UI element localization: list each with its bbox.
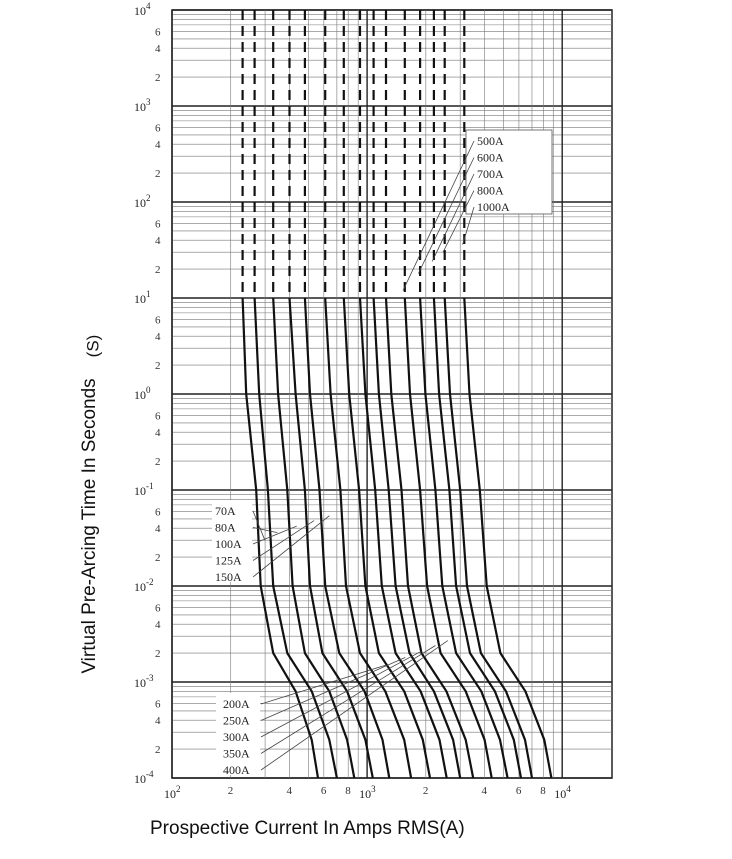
y-minor-tick-label: 4: [155, 427, 161, 440]
x-minor-tick-label: 4: [481, 785, 488, 797]
y-major-tick-label: $10^0$: [134, 385, 151, 402]
y-minor-tick-label: 4: [155, 331, 161, 344]
x-minor-tick-label: 6: [515, 785, 522, 797]
y-minor-tick-label: 6: [155, 602, 161, 615]
x-major-tick-label: $10^4$: [554, 784, 571, 801]
y-minor-tick-label: 2: [155, 744, 161, 757]
y-major-tick-label: $10^{-3}$: [134, 673, 154, 690]
curve-solid-350A: [374, 298, 461, 778]
y-minor-tick-label: 2: [155, 456, 161, 469]
y-major-tick-label: $10^2$: [134, 193, 151, 210]
x-major-tick-label: $10^3$: [359, 784, 376, 801]
y-major-tick-label: $10^{-2}$: [134, 577, 154, 594]
curve-solid-1000A: [464, 298, 551, 778]
legend-label-250A: 250A: [223, 713, 250, 728]
x-major-tick-label: $10^2$: [164, 784, 181, 801]
curve-solid-300A: [360, 298, 447, 778]
x-minor-tick-label: 4: [286, 785, 292, 797]
y-axis-unit: (S): [83, 334, 103, 358]
x-minor-tick-label: 6: [320, 785, 327, 797]
y-minor-tick-label: 6: [155, 26, 161, 39]
legend-label-800A: 800A: [477, 183, 504, 198]
y-axis-label: Virtual Pre-Arcing Time In Seconds: [79, 378, 100, 674]
legend-label-150A: 150A: [215, 570, 242, 584]
legend-label-350A: 350A: [223, 746, 250, 761]
legend-label-1000A: 1000A: [477, 200, 510, 214]
legend-label-80A: 80A: [215, 520, 236, 535]
y-major-tick-label: $10^4$: [134, 1, 151, 18]
legend-label-700A: 700A: [477, 167, 504, 181]
y-major-tick-label: $10^{-1}$: [134, 481, 154, 498]
legend-label-125A: 125A: [215, 553, 242, 568]
legend-label-600A: 600A: [477, 150, 504, 165]
chart-legends: [212, 130, 552, 777]
y-minor-tick-label: 6: [155, 506, 161, 519]
y-major-tick-label: $10^3$: [134, 97, 151, 114]
y-minor-tick-label: 4: [155, 715, 161, 728]
legend-label-70A: 70A: [215, 504, 236, 518]
y-minor-tick-label: 4: [155, 523, 161, 536]
x-minor-tick-label: 2: [422, 785, 429, 797]
legend-label-300A: 300A: [223, 730, 250, 744]
y-minor-tick-label: 2: [155, 168, 161, 181]
y-minor-tick-label: 6: [155, 314, 161, 327]
x-minor-tick-label: 2: [227, 785, 234, 797]
curve-solid-250A: [344, 298, 430, 778]
y-minor-tick-label: 4: [155, 139, 161, 152]
y-minor-tick-label: 4: [155, 235, 161, 248]
legend-leader: [261, 641, 448, 770]
x-minor-tick-label: 8: [345, 785, 351, 797]
legend-leader: [432, 174, 474, 261]
legend-label-500A: 500A: [477, 134, 504, 148]
y-minor-tick-label: 2: [155, 264, 161, 277]
y-minor-tick-label: 4: [155, 619, 161, 632]
x-minor-tick-label: 8: [540, 785, 546, 797]
y-minor-tick-label: 6: [155, 218, 161, 231]
legend-leader: [418, 158, 474, 274]
y-minor-tick-label: 6: [155, 410, 161, 423]
curve-solid-700A: [434, 298, 521, 778]
legend-label-200A: 200A: [223, 697, 250, 711]
legend-label-100A: 100A: [215, 537, 242, 551]
legend-label-400A: 400A: [223, 763, 250, 777]
y-minor-tick-label: 4: [155, 43, 161, 56]
y-major-tick-label: $10^1$: [134, 289, 151, 306]
y-major-tick-label: $10^{-4}$: [134, 769, 154, 786]
y-minor-tick-label: 6: [155, 698, 161, 711]
y-minor-tick-label: 2: [155, 360, 161, 373]
x-axis-label: Prospective Current In Amps RMS(A): [150, 818, 465, 839]
y-minor-tick-label: 2: [155, 552, 161, 565]
y-minor-tick-label: 2: [155, 648, 161, 661]
y-minor-tick-label: 2: [155, 72, 161, 85]
y-minor-tick-label: 6: [155, 122, 161, 135]
